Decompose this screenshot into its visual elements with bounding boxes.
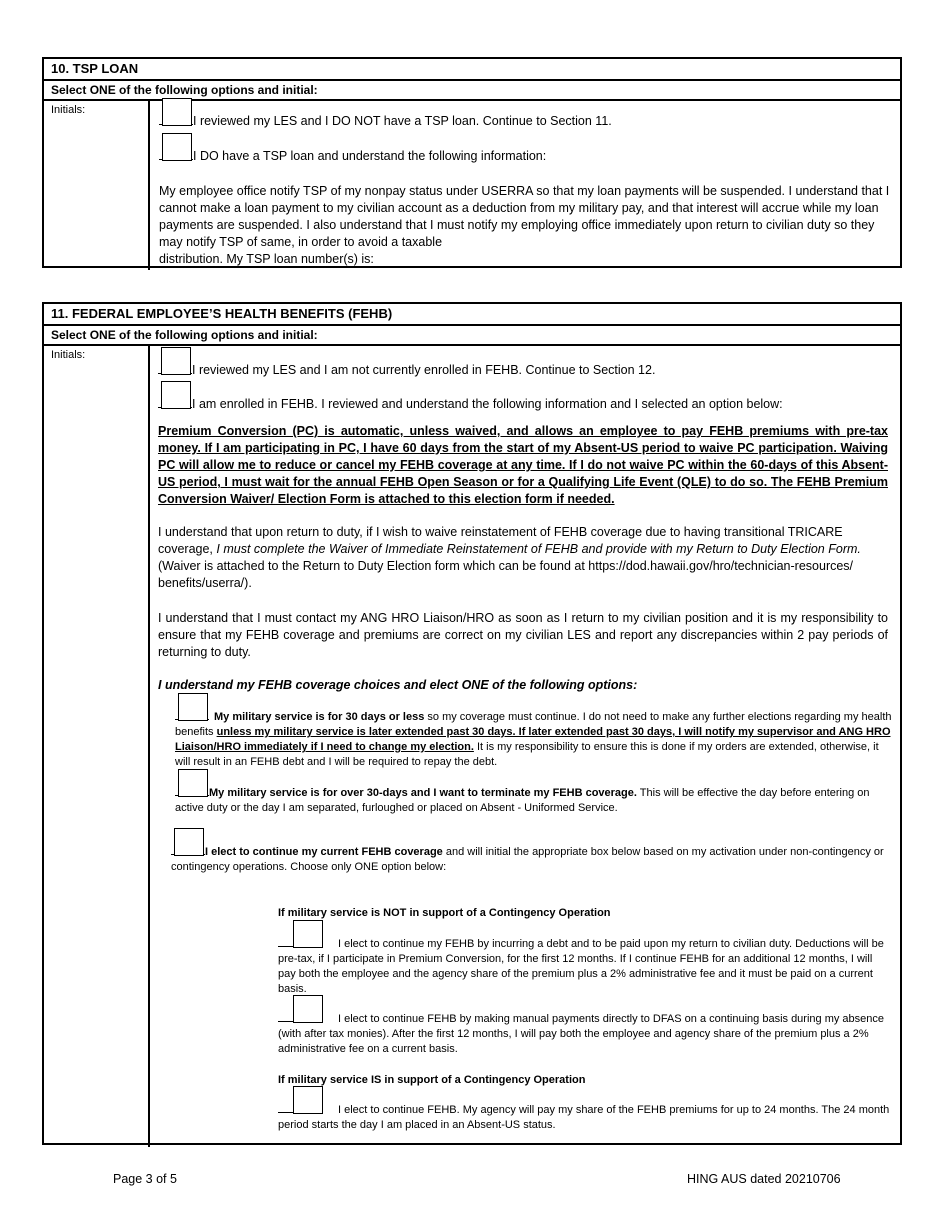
tsp-option-has-loan: I DO have a TSP loan and understand the following information: bbox=[159, 149, 546, 163]
initials-box[interactable] bbox=[162, 98, 192, 126]
form-identifier: HING AUS dated 20210706 bbox=[687, 1172, 841, 1186]
choice-30-days-or-less: My military service is for 30 days or less so my coverage must continue. I do not need to make any further elections regarding my health benefits unless my military service is later extended past 30 days. If later extended past 30 days, I will notify my supervisor and ANG HRO Liaison/HRO immediately if I need to change my election. It is my responsibility to ensure this is done if my orders are extended, otherwise, it will result in an FEHB debt and I will be required to repay the debt. bbox=[175, 710, 896, 770]
initials-column bbox=[44, 346, 150, 1147]
choice-terminate-coverage: My military service is for over 30-days and I want to terminate my FEHB coverage. This will be effective the day before entering on active duty or the day I am separated, furloughed or placed on Absent - Uniformed Service. bbox=[175, 786, 896, 816]
initials-box[interactable] bbox=[161, 381, 191, 409]
fehb-option-enrolled: I am enrolled in FEHB. I reviewed and understand the following information and I selected an option below: bbox=[158, 397, 783, 411]
liaison-paragraph: I understand that I must contact my ANG HRO Liaison/HRO as soon as I return to my civilian position and it is my responsibility to ensure that my FEHB coverage and premiums are correct on my civilian LES and report any discrepancies within 2 pay periods of returning to duty. bbox=[158, 611, 888, 659]
contingency-option: I elect to continue FEHB. My agency will pay my share of the FEHB premiums for up to 24 months. The 24 month period starts the day I am placed in an Absent-US status. bbox=[278, 1103, 892, 1133]
initials-box[interactable] bbox=[293, 920, 323, 948]
section-10-tsp-loan bbox=[42, 57, 902, 268]
initials-box[interactable] bbox=[293, 1086, 323, 1114]
section-10-title: 10. TSP LOAN bbox=[44, 59, 900, 81]
section-11-fehb bbox=[42, 302, 902, 1145]
tsp-option-no-loan: I reviewed my LES and I DO NOT have a TSP loan. Continue to Section 11. bbox=[159, 114, 612, 128]
not-contingency-heading: If military service is NOT in support of a Contingency Operation bbox=[278, 907, 611, 919]
section-11-title: 11. FEDERAL EMPLOYEE’S HEALTH BENEFITS (FEHB) bbox=[44, 304, 900, 326]
initials-box[interactable] bbox=[174, 828, 204, 856]
initials-box[interactable] bbox=[178, 769, 208, 797]
tsp-loan-info: My employee office notify TSP of my nonpay status under USERRA so that my loan payments will be suspended. I understand that I cannot make a loan payment to my civilian account as a deduction from my military pay, and that interest will accrue while my loan payments are suspended. I also understand that I must notify my employing office immediately upon return to civilian duty so they may notify TSP of same, in order to avoid a taxable distribution. My TSP loan number(s) is: bbox=[159, 184, 890, 266]
initials-label: Initials: bbox=[51, 349, 86, 361]
initials-box[interactable] bbox=[293, 995, 323, 1023]
fehb-option-not-enrolled: I reviewed my LES and I am not currently enrolled in FEHB. Continue to Section 12. bbox=[158, 363, 655, 377]
non-contingency-option-debt: I elect to continue my FEHB by incurring a debt and to be paid upon my return to civilian duty. Deductions will be pre-tax, if I participate in Premium Conversion, for the first 12 months. If I continue FEHB for an additional 12 months, I will pay both the employee and the agency share of the premium plus a 2% administrative fee and it must be paid on a current basis. bbox=[278, 937, 892, 997]
page-number: Page 3 of 5 bbox=[113, 1172, 177, 1186]
initials-label: Initials: bbox=[51, 104, 86, 116]
tricare-paragraph: I understand that upon return to duty, if I wish to waive reinstatement of FEHB coverage due to having transitional TRICARE coverage, I must complete the Waiver of Immediate Reinstatement of FEHB and provide with my Return to Duty Election Form. (Waiver is attached to the Return to Duty Election form which can be found at https://dod.hawaii.gov/hro/technician-resources/ benefits/userra/). bbox=[158, 525, 861, 590]
premium-conversion-paragraph: Premium Conversion (PC) is automatic, unless waived, and allows an employee to pay FEHB premiums with pre-tax money. If I am participating in PC, I have 60 days from the start of my Absent-US period to waive PC participation. Waiving PC will allow me to reduce or cancel my FEHB coverage at any time. If I do not waive PC within the 60-days of this Absent-US period, I must wait for the annual FEHB Open Season or for a Qualifying Life Event (QLE) to do so. The FEHB Premium Conversion Waiver/ Election Form is attached to this election form if needed. bbox=[158, 424, 888, 506]
initials-column bbox=[44, 101, 150, 270]
initials-box[interactable] bbox=[161, 347, 191, 375]
section-10-subtitle: Select ONE of the following options and initial: bbox=[44, 81, 900, 101]
initials-box[interactable] bbox=[162, 133, 192, 161]
section-11-subtitle: Select ONE of the following options and initial: bbox=[44, 326, 900, 346]
contingency-heading: If military service IS in support of a Contingency Operation bbox=[278, 1074, 586, 1086]
initials-box[interactable] bbox=[178, 693, 208, 721]
non-contingency-option-manual: I elect to continue FEHB by making manual payments directly to DFAS on a continuing basis during my absence (with after tax monies). After the first 12 months, I will pay both the employee and agency share of the premium plus a 2% administrative fee on a current basis. bbox=[278, 1012, 892, 1057]
coverage-choices-heading: I understand my FEHB coverage choices and elect ONE of the following options: bbox=[158, 678, 638, 692]
choice-continue-coverage: I elect to continue my current FEHB coverage and will initial the appropriate box below based on my activation under non-contingency or contingency operations. Choose only ONE option below: bbox=[171, 845, 896, 875]
